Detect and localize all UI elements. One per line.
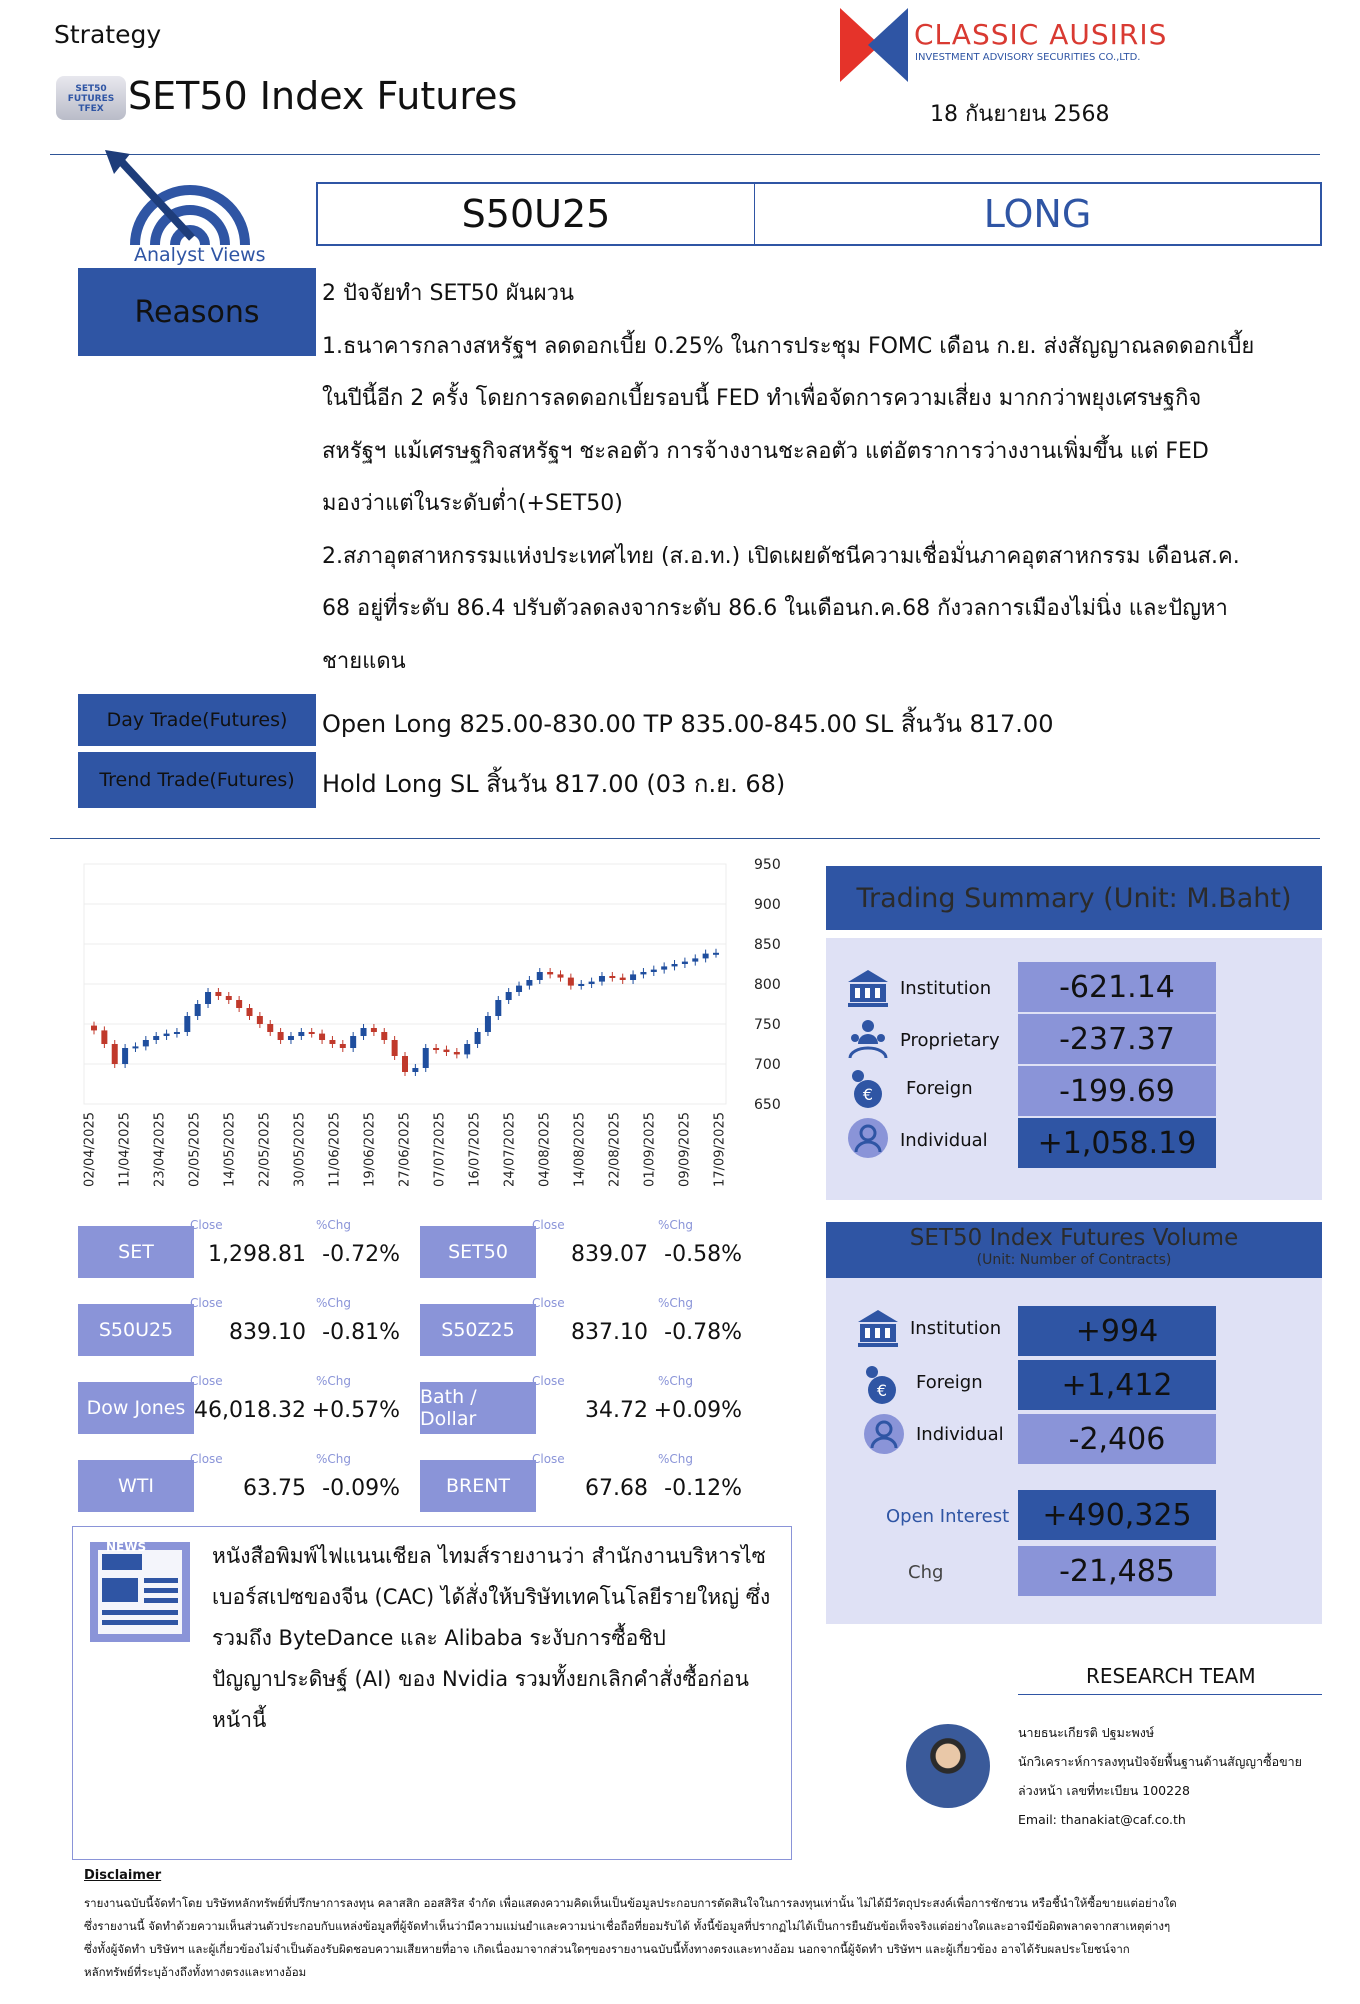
candle-body bbox=[578, 984, 584, 986]
close-value: 46,018.32 bbox=[194, 1398, 306, 1423]
section-label: Strategy bbox=[54, 20, 162, 49]
analyst-role: นักวิเคราะห์การลงทุนปัจจัยพื้นฐานด้านสัญญาซื้อขาย bbox=[1018, 1754, 1302, 1769]
institution-icon bbox=[856, 1306, 900, 1350]
candle-body bbox=[672, 964, 678, 966]
candle-body bbox=[589, 982, 595, 984]
chg-value: +0.09% bbox=[653, 1398, 742, 1423]
close-value: 1,298.81 bbox=[208, 1242, 306, 1267]
candle-body bbox=[215, 992, 221, 996]
x-tick-label: 30/05/2025 bbox=[292, 1112, 308, 1187]
candle-body bbox=[443, 1050, 449, 1052]
x-tick-label: 23/04/2025 bbox=[152, 1112, 168, 1187]
market-name-tile: Bath / Dollar bbox=[420, 1382, 536, 1434]
disclaimer-line: หลักทรัพย์ที่ระบุอ้างถึงทั้งทางตรงและทางอ้อม bbox=[84, 1965, 307, 1979]
individual-icon bbox=[862, 1412, 906, 1456]
open-interest-label: Open Interest bbox=[886, 1506, 1010, 1527]
candle-body bbox=[361, 1028, 367, 1036]
x-tick-label: 14/08/2025 bbox=[572, 1112, 588, 1187]
news-line: เบอร์สเปซของจีน (CAC) ได้สั่งให้บริษัทเทคโนโลยีรายใหญ่ ซึ่ง bbox=[212, 1585, 771, 1609]
candle-body bbox=[195, 1004, 201, 1016]
news-line: ปัญญาประดิษฐ์ (AI) ของ Nvidia รวมทั้งยกเลิกคำสั่งซื้อก่อน bbox=[212, 1667, 749, 1691]
candle-body bbox=[692, 958, 698, 961]
oi-change-label: Chg bbox=[908, 1562, 944, 1583]
analyst-avatar bbox=[906, 1724, 990, 1808]
ts-value-institution: -621.14 bbox=[1018, 962, 1216, 1012]
candle-body bbox=[495, 1000, 501, 1016]
market-name-tile: SET bbox=[78, 1226, 194, 1278]
close-value: 63.75 bbox=[243, 1476, 306, 1501]
y-tick-label: 850 bbox=[754, 937, 781, 953]
chg-label: %Chg bbox=[316, 1218, 352, 1232]
x-tick-label: 09/09/2025 bbox=[677, 1112, 693, 1187]
chg-value: -0.78% bbox=[664, 1320, 742, 1345]
x-tick-label: 01/09/2025 bbox=[642, 1112, 658, 1187]
candle-body bbox=[640, 972, 646, 974]
close-label: Close bbox=[190, 1218, 223, 1232]
candle-body bbox=[205, 992, 211, 1004]
x-tick-label: 11/06/2025 bbox=[327, 1112, 343, 1187]
day-trade-label: Day Trade(Futures) bbox=[106, 709, 288, 731]
volume-header bbox=[826, 1222, 1322, 1278]
candle-body bbox=[267, 1024, 273, 1032]
trading-summary-title: Trading Summary (Unit: M.Baht) bbox=[856, 882, 1292, 914]
svg-text:€: € bbox=[862, 1085, 874, 1104]
candle-body bbox=[402, 1056, 408, 1072]
candle-body bbox=[609, 976, 615, 978]
trend-trade-text: Hold Long SL สิ้นวัน 817.00 (03 ก.ย. 68) bbox=[322, 770, 786, 798]
candle-body bbox=[153, 1036, 159, 1040]
reason-line: สหรัฐฯ แม้เศรษฐกิจสหรัฐฯ ชะลอตัว การจ้างงานชะลอตัว แต่อัตราการว่างงานเพิ่มขึ้น แต่ FED bbox=[322, 438, 1209, 464]
vol-label-institution: Institution bbox=[910, 1318, 1002, 1339]
candle-body bbox=[526, 980, 532, 986]
candle-body bbox=[475, 1032, 481, 1044]
volume-title: SET50 Index Futures Volume bbox=[909, 1225, 1239, 1251]
market-name-tile: S50U25 bbox=[78, 1304, 194, 1356]
vol-value-institution: +994 bbox=[1018, 1306, 1216, 1356]
candle-body bbox=[236, 1000, 242, 1008]
trend-trade-label-box bbox=[78, 752, 316, 808]
page-title: SET50 Index Futures bbox=[128, 74, 518, 118]
ts-value-foreign: -199.69 bbox=[1018, 1066, 1216, 1116]
analyst-registration: ล่วงหน้า เลขที่ทะเบียน 100228 bbox=[1018, 1783, 1190, 1798]
candle-body bbox=[247, 1008, 253, 1016]
set50-candlestick-chart bbox=[76, 852, 796, 1212]
y-tick-label: 900 bbox=[754, 897, 781, 913]
news-line: หนังสือพิมพ์ไฟแนนเชียล ไทมส์รายงานว่า สำนักงานบริหารไซ bbox=[212, 1544, 766, 1568]
market-name-tile: BRENT bbox=[420, 1460, 536, 1512]
candle-body bbox=[485, 1016, 491, 1032]
x-tick-label: 14/05/2025 bbox=[222, 1112, 238, 1187]
reason-line: 68 อยู่ที่ระดับ 86.4 ปรับตัวลดลงจากระดับ 86.6 ในเดือนก.ค.68 กังวลการเมืองไม่นิ่ง และปัญหา bbox=[322, 596, 1228, 621]
oi-change-value: -21,485 bbox=[1018, 1546, 1216, 1596]
y-tick-label: 750 bbox=[754, 1017, 781, 1033]
contract-box bbox=[316, 182, 1322, 246]
candle-body bbox=[257, 1016, 263, 1024]
candle-body bbox=[651, 970, 657, 972]
candle-body bbox=[122, 1048, 128, 1064]
market-name-tile: WTI bbox=[78, 1460, 194, 1512]
x-tick-label: 04/08/2025 bbox=[537, 1112, 553, 1187]
volume-unit: (Unit: Number of Contracts) bbox=[976, 1252, 1172, 1268]
candle-body bbox=[101, 1030, 107, 1044]
market-name-tile: SET50 bbox=[420, 1226, 536, 1278]
news-text bbox=[212, 1536, 782, 1741]
news-line: หน้านี้ bbox=[212, 1708, 267, 1732]
ts-value-proprietary: -237.37 bbox=[1018, 1014, 1216, 1064]
reason-line: 2.สภาอุตสาหกรรมแห่งประเทศไทย (ส.อ.ท.) เปิดเผยดัชนีความเชื่อมั่นภาคอุตสาหกรรม เดือนส.ค. bbox=[322, 543, 1240, 569]
institution-icon bbox=[846, 966, 890, 1010]
vol-label-foreign: Foreign bbox=[916, 1372, 983, 1393]
individual-icon bbox=[846, 1116, 890, 1160]
chg-label: %Chg bbox=[658, 1218, 694, 1232]
y-tick-label: 950 bbox=[754, 857, 781, 873]
chg-value: +0.57% bbox=[311, 1398, 400, 1423]
news-badge: NEWS bbox=[106, 1540, 147, 1554]
trading-summary-header bbox=[826, 866, 1322, 930]
x-tick-label: 16/07/2025 bbox=[467, 1112, 483, 1187]
company-name: CLASSIC AUSIRIS bbox=[914, 18, 1168, 51]
disclaimer-line: รายงานฉบับนี้จัดทำโดย บริษัทหลักทรัพย์ที่ปรึกษาการลงทุน คลาสสิก ออสสิริส จำกัด เพื่อแสดงความคิดเห็นเป็นข้อมูลประกอบการตัดสินใจในการลงทุนเท่านั้น ไม่ได้มีวัตถุประสงค์เพื่อการชักชวน หรือชี้นำให้ซื้อขายแต่อย่างใด bbox=[84, 1896, 1177, 1910]
candle-body bbox=[132, 1046, 138, 1048]
day-trade-text: Open Long 825.00-830.00 TP 835.00-845.00 SL สิ้นวัน 817.00 bbox=[322, 710, 1054, 738]
candle-body bbox=[319, 1034, 325, 1040]
candle-body bbox=[423, 1048, 429, 1068]
candle-body bbox=[91, 1026, 97, 1031]
contract-code: S50U25 bbox=[318, 184, 755, 244]
close-label: Close bbox=[190, 1374, 223, 1388]
candle-body bbox=[412, 1068, 418, 1072]
vol-value-individual: -2,406 bbox=[1018, 1414, 1216, 1464]
candle-body bbox=[506, 992, 512, 1000]
reason-line: 1.ธนาคารกลางสหรัฐฯ ลดดอกเบี้ย 0.25% ในการประชุม FOMC เดือน ก.ย. ส่งสัญญาณลดดอกเบี้ย bbox=[322, 333, 1255, 359]
reasons-label: Reasons bbox=[134, 294, 260, 330]
company-logo-icon bbox=[840, 8, 908, 82]
news-line: รวมถึง ByteDance และ Alibaba ระงับการซื้อชิป bbox=[212, 1626, 666, 1650]
close-value: 67.68 bbox=[585, 1476, 648, 1501]
chg-label: %Chg bbox=[658, 1452, 694, 1466]
reasons-label-box bbox=[78, 268, 316, 356]
close-label: Close bbox=[532, 1218, 565, 1232]
ts-label-individual: Individual bbox=[900, 1130, 988, 1151]
x-tick-label: 19/06/2025 bbox=[362, 1112, 378, 1187]
disclaimer-text bbox=[84, 1892, 1334, 1984]
section-divider bbox=[50, 838, 1320, 839]
chg-value: -0.58% bbox=[664, 1242, 742, 1267]
reason-line: มองว่าแต่ในระดับต่ำ(+SET50) bbox=[322, 491, 623, 516]
x-tick-label: 22/08/2025 bbox=[607, 1112, 623, 1187]
y-tick-label: 700 bbox=[754, 1057, 781, 1073]
candle-body bbox=[433, 1048, 439, 1050]
candle-body bbox=[568, 978, 574, 986]
candle-body bbox=[516, 986, 522, 992]
chg-label: %Chg bbox=[316, 1374, 352, 1388]
market-name-tile: S50Z25 bbox=[420, 1304, 536, 1356]
chg-label: %Chg bbox=[658, 1296, 694, 1310]
candle-body bbox=[350, 1036, 356, 1048]
close-label: Close bbox=[190, 1452, 223, 1466]
analyst-views-caption: Analyst Views bbox=[134, 244, 266, 266]
svg-text:€: € bbox=[876, 1381, 888, 1400]
x-tick-label: 27/06/2025 bbox=[397, 1112, 413, 1187]
x-tick-label: 07/07/2025 bbox=[432, 1112, 448, 1187]
x-tick-label: 11/04/2025 bbox=[117, 1112, 133, 1187]
ts-label-foreign: Foreign bbox=[906, 1078, 973, 1099]
candle-body bbox=[537, 972, 543, 980]
research-divider bbox=[1018, 1694, 1322, 1695]
candle-body bbox=[340, 1044, 346, 1048]
ts-value-individual: +1,058.19 bbox=[1018, 1118, 1216, 1168]
report-date: 18 กันยายน 2568 bbox=[930, 102, 1110, 127]
x-tick-label: 22/05/2025 bbox=[257, 1112, 273, 1187]
trend-trade-label: Trend Trade(Futures) bbox=[99, 769, 295, 791]
candle-body bbox=[288, 1036, 294, 1040]
chg-label: %Chg bbox=[658, 1374, 694, 1388]
x-tick-label: 17/09/2025 bbox=[712, 1112, 728, 1187]
reasons-text bbox=[322, 268, 1312, 688]
y-tick-label: 650 bbox=[754, 1097, 781, 1113]
foreign-money-icon bbox=[846, 1066, 890, 1110]
chg-value: -0.12% bbox=[664, 1476, 742, 1501]
x-tick-label: 02/05/2025 bbox=[187, 1112, 203, 1187]
vol-label-individual: Individual bbox=[916, 1424, 1004, 1445]
open-interest-value: +490,325 bbox=[1018, 1490, 1216, 1540]
market-name-tile: Dow Jones bbox=[78, 1382, 194, 1434]
foreign-money-icon bbox=[860, 1362, 904, 1406]
chg-value: -0.81% bbox=[322, 1320, 400, 1345]
analyst-info bbox=[1018, 1718, 1302, 1834]
position-direction: LONG bbox=[983, 192, 1092, 236]
candle-body bbox=[682, 962, 688, 964]
candle-body bbox=[226, 996, 232, 1000]
candle-body bbox=[464, 1044, 470, 1054]
ts-label-institution: Institution bbox=[900, 978, 992, 999]
chg-value: -0.09% bbox=[322, 1476, 400, 1501]
close-label: Close bbox=[532, 1452, 565, 1466]
candle-body bbox=[599, 976, 605, 982]
candle-body bbox=[184, 1016, 190, 1032]
close-value: 837.10 bbox=[571, 1320, 648, 1345]
candle-body bbox=[703, 954, 709, 959]
research-team-title: RESEARCH TEAM bbox=[1086, 1664, 1256, 1688]
ts-label-proprietary: Proprietary bbox=[900, 1030, 1000, 1051]
candle-body bbox=[371, 1028, 377, 1032]
candle-body bbox=[620, 978, 626, 980]
candle-body bbox=[713, 953, 719, 955]
vol-value-foreign: +1,412 bbox=[1018, 1360, 1216, 1410]
day-trade-label-box bbox=[78, 694, 316, 746]
reason-line: ในปีนี้อีก 2 ครั้ง โดยการลดดอกเบี้ยรอบนี้ FED ทำเพื่อจัดการความเสี่ยง มากกว่าพยุงเศรษฐกิจ bbox=[322, 386, 1202, 411]
candle-body bbox=[392, 1040, 398, 1056]
candle-body bbox=[329, 1040, 335, 1044]
x-tick-label: 02/04/2025 bbox=[82, 1112, 98, 1187]
analyst-email[interactable]: Email: thanakiat@caf.co.th bbox=[1018, 1812, 1186, 1827]
candle-body bbox=[547, 972, 553, 974]
y-tick-label: 800 bbox=[754, 977, 781, 993]
close-value: 839.07 bbox=[571, 1242, 648, 1267]
close-label: Close bbox=[532, 1374, 565, 1388]
candle-body bbox=[112, 1044, 118, 1064]
candle-body bbox=[298, 1032, 304, 1036]
chg-label: %Chg bbox=[316, 1452, 352, 1466]
chg-label: %Chg bbox=[316, 1296, 352, 1310]
x-tick-label: 24/07/2025 bbox=[502, 1112, 518, 1187]
set50-futures-logo: SET50 FUTURES TFEX bbox=[56, 76, 126, 120]
close-value: 34.72 bbox=[585, 1398, 648, 1423]
candle-body bbox=[143, 1040, 149, 1046]
candle-body bbox=[381, 1032, 387, 1040]
disclaimer-title: Disclaimer bbox=[84, 1868, 162, 1883]
candle-body bbox=[174, 1032, 180, 1034]
candle-body bbox=[661, 966, 667, 969]
candle-body bbox=[454, 1052, 460, 1054]
candle-body bbox=[278, 1032, 284, 1040]
reason-line: 2 ปัจจัยทำ SET50 ผันผวน bbox=[322, 281, 574, 306]
candle-body bbox=[630, 974, 636, 980]
candle-body bbox=[558, 974, 564, 977]
candle-body bbox=[309, 1032, 315, 1034]
proprietary-icon bbox=[846, 1016, 890, 1060]
close-value: 839.10 bbox=[229, 1320, 306, 1345]
company-subtitle: INVESTMENT ADVISORY SECURITIES CO.,LTD. bbox=[915, 52, 1141, 63]
chg-value: -0.72% bbox=[322, 1242, 400, 1267]
disclaimer-line: ซึ่งทั้งผู้จัดทำ บริษัทฯ และผู้เกี่ยวข้องไม่จำเป็นต้องรับผิดชอบความเสียหายที่อาจ เกิดเนื่องมาจากส่วนใดๆของรายงานฉบับนี้ทั้งทางตรงและทางอ้อม นอกจากนี้ผู้จัดทำ บริษัทฯ และผู้เกี่ยวข้อง อาจได้รับผลประโยชน์จาก bbox=[84, 1942, 1130, 1956]
analyst-name: นายธนะเกียรติ ปฐมะพงษ์ bbox=[1018, 1725, 1155, 1740]
close-label: Close bbox=[532, 1296, 565, 1310]
close-label: Close bbox=[190, 1296, 223, 1310]
disclaimer-line: ซึ่งรายงานนี้ จัดทำด้วยความเห็นส่วนตัวประกอบกับแหล่งข้อมูลที่ผู้จัดทำเห็นว่ามีความแม่นยำและความน่าเชื่อถือที่ยอมรับได้ ทั้งนี้ข้อมูลที่ปรากฏไม่ได้เป็นการยืนยันข้อเท็จจริงแต่อย่างใดและอาจมีข้อผิดพลาดจากสาเหตุต่างๆ bbox=[84, 1919, 1171, 1933]
reason-line: ชายแดน bbox=[322, 648, 406, 674]
candle-body bbox=[164, 1034, 170, 1036]
target-dart-icon bbox=[100, 150, 280, 250]
